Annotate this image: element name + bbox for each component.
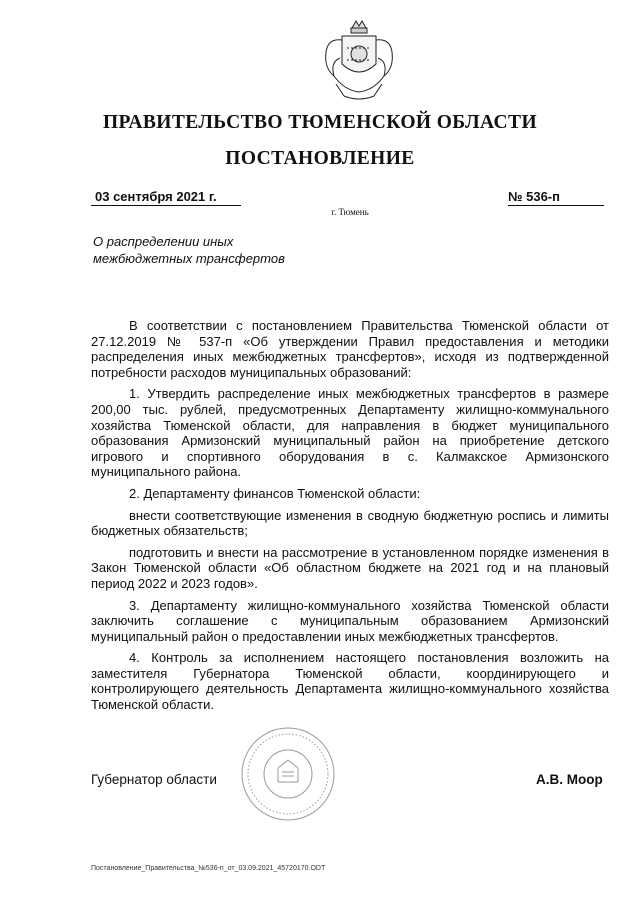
paragraph: внести соответствующие изменения в сводную бюджетную роспись и лимиты бюджетных обязательств; bbox=[91, 507, 609, 539]
document-type: ПОСТАНОВЛЕНИЕ bbox=[225, 148, 415, 169]
file-footer: Постановление_Правительства_№536-п_от_03.09.2021_45720170.ODT bbox=[91, 865, 326, 872]
document-date: 03 сентября 2021 г. bbox=[91, 189, 241, 206]
coat-of-arms-icon bbox=[314, 18, 404, 106]
subject-line: О распределении иных bbox=[93, 234, 234, 249]
document-subject bbox=[93, 233, 333, 267]
city-label: г. Тюмень bbox=[331, 207, 369, 217]
subject-line: межбюджетных трансфертов bbox=[93, 251, 285, 266]
document-body bbox=[91, 318, 609, 719]
signer-name: А.В. Моор bbox=[536, 772, 603, 787]
signer-role: Губернатор области bbox=[91, 772, 217, 787]
document-number: № 536-п bbox=[508, 189, 604, 206]
paragraph: 4. Контроль за исполнением настоящего постановления возложить на заместителя Губернатора Тюменской области, координирующего и контролирующего деятельность Департамента жилищно-коммунального хозяйства Тюменской области. bbox=[91, 650, 609, 713]
paragraph: 2. Департаменту финансов Тюменской области: bbox=[129, 485, 421, 501]
paragraph: 1. Утвердить распределение иных межбюджетных трансфертов в размере 200,00 тыс. рублей, предусмотренных Департаменту жилищно-коммунального хозяйства Тюменской области, для направления в бюджет муниципального образования Армизонский муниципальный район на приобретение детского игрового и спортивного оборудования в с. Калмакское Армизонского муниципального района. bbox=[91, 386, 609, 480]
government-title: ПРАВИТЕЛЬСТВО ТЮМЕНСКОЙ ОБЛАСТИ bbox=[102, 112, 538, 133]
paragraph: подготовить и внести на рассмотрение в установленном порядке изменения в Закон Тюменской области «Об областном бюджете на 2021 год и на плановый период 2022 и 2023 годов». bbox=[91, 544, 609, 591]
paragraph: В соответствии с постановлением Правительства Тюменской области от 27.12.2019 № 537-п «Об утверждении Правил предоставления и методики распределения иных межбюджетных трансфертов», исходя из подтвержденной потребности расходов муниципальных образований: bbox=[91, 318, 609, 380]
paragraph: 3. Департаменту жилищно-коммунального хозяйства Тюменской области заключить соглашение с муниципальным образованием Армизонский муниципальный район о предоставлении иных межбюджетных трансфертов. bbox=[91, 597, 609, 644]
official-seal-icon bbox=[238, 724, 338, 824]
